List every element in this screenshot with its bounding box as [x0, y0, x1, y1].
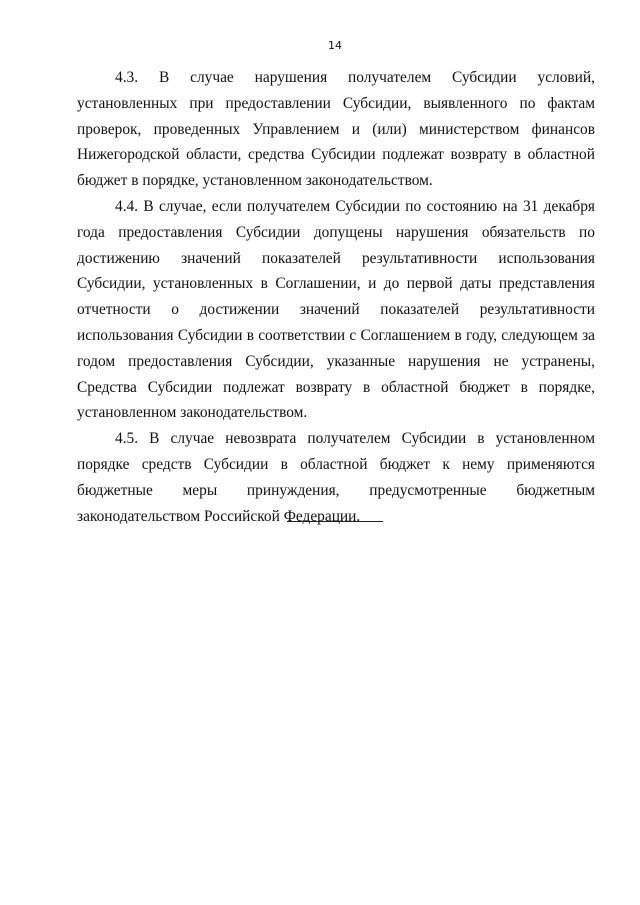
paragraph-4-3: 4.3. В случае нарушения получателем Субсидии условий, установленных при предоставлении Субсидии, выявленного по фактам проверок, проведенных Управлением и (или) министерством финансов Нижегородской области, средства Субсидии подлежат возврату в областной бюджет в порядке, установленном законодательством.: [77, 69, 595, 190]
paragraph-4-4: 4.4. В случае, если получателем Субсидии по состоянию на 31 декабря года предоставления Субсидии допущены нарушения обязательств по достижению значений показателей результативности использования Субсидии, установленных в Соглашении, и до первой даты представления отчетности о достижении значений показателей результативности использования Субсидии в соответствии с Соглашением в году, следующем за годом предоставления Субсидии, указанные нарушения не устранены, Средства Субсидии подлежат возврату в областной бюджет в порядке, установленном законодательством.: [77, 197, 595, 422]
document-body: [77, 65, 595, 529]
end-of-document-rule: [287, 521, 383, 522]
page-number: 14: [328, 39, 342, 52]
paragraph-4-5: 4.5. В случае невозврата получателем Субсидии в установленном порядке средств Субсидии в областной бюджет к нему применяются бюджетные меры принуждения, предусмотренные бюджетным законодательством Российской Федерации.: [77, 430, 595, 525]
